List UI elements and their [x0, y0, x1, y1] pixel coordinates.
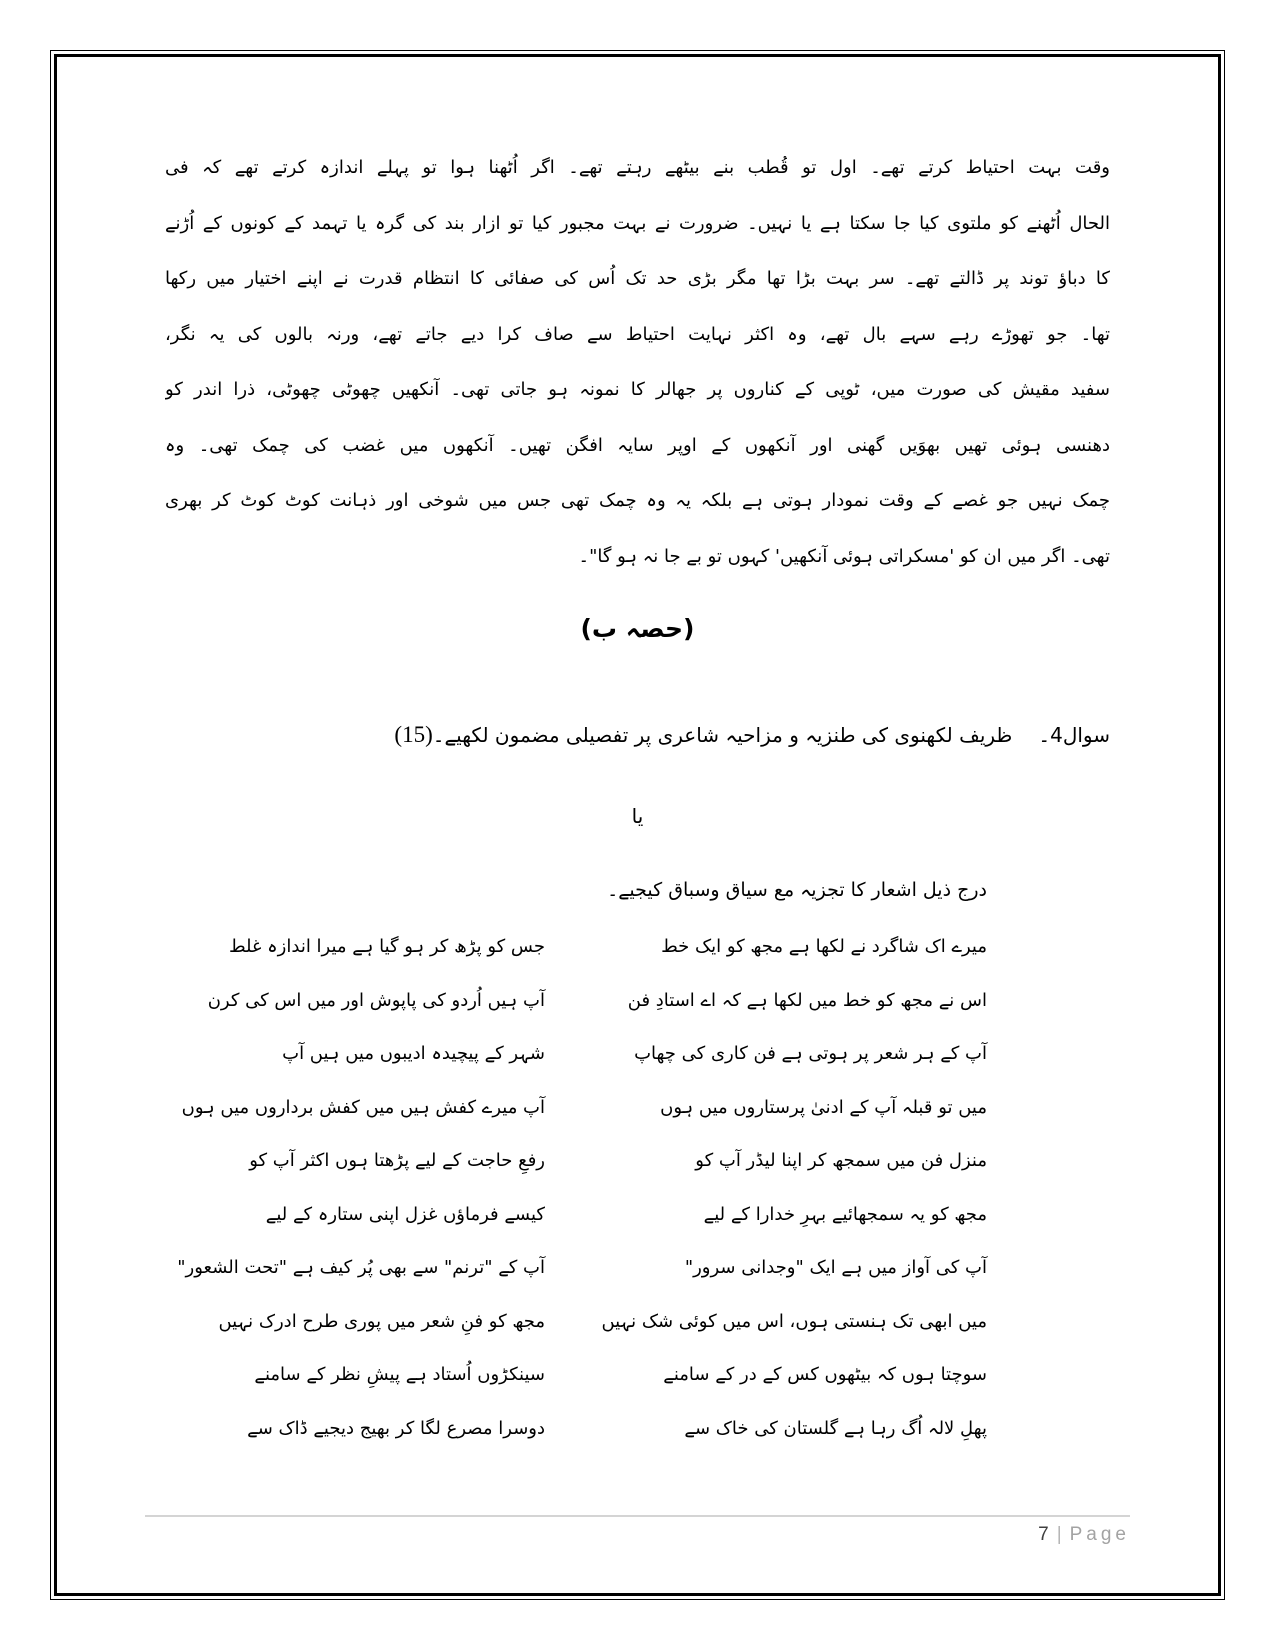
hemistich-first: اس نے مجھ کو خط میں لکھا ہے کہ اے استادِ فن	[627, 989, 987, 1011]
passage-line: چمک نہیں جو غصے کے وقت نمودار ہوتی ہے بلکہ یہ وہ چمک تھی جس میں شوخی اور ذہانت کوٹ کوٹ کر بھری	[165, 490, 1110, 511]
passage-line: تھا۔ جو تھوڑے رہے سہے بال تھے، وہ اکثر نہایت احتیاط سے صاف کرا دیے جاتے تھے، ورنہ بالوں کی یہ نگر،	[165, 323, 1110, 345]
hemistich-first: میرے اک شاگرد نے لکھا ہے مجھ کو ایک خط	[661, 936, 987, 958]
page-footer	[145, 1515, 1130, 1546]
page-number-separator: |	[1056, 1524, 1066, 1545]
passage-line: تھی۔ اگر میں ان کو 'مسکراتی ہوئی آنکھیں' کہوں تو بے جا نہ ہو گا"۔	[578, 545, 1110, 567]
question-row	[165, 710, 1110, 760]
hemistich-second: شہر کے پیچیدہ ادیبوں میں ہیں آپ	[282, 1043, 545, 1065]
instruction-line: درج ذیل اشعار کا تجزیہ مع سیاق وسباق کیجیے۔	[607, 879, 987, 901]
footer-divider	[145, 1515, 1130, 1517]
passage-line: الحال اُٹھنے کو ملتوی کیا جا سکتا ہے یا نہیں۔ ضرورت نے بہت مجبور کیا تو ازار بند کی گرہ یا تہمد کے کونوں کے اُڑنے	[165, 212, 1110, 234]
couplet-row	[215, 1348, 987, 1402]
hemistich-first: مجھ کو یہ سمجھائیے بہرِ خدارا کے لیے	[703, 1203, 987, 1225]
hemistich-first: پھلِ لالہ اُگ رہا ہے گلستان کی خاک سے	[684, 1417, 987, 1439]
question-number: سوال4۔	[1038, 723, 1110, 747]
footer-text	[145, 1524, 1130, 1546]
couplet-row	[215, 1134, 987, 1188]
hemistich-first: میں ابھی تک ہنستی ہوں، اس میں کوئی شک نہیں	[601, 1310, 987, 1332]
page-content	[165, 140, 1110, 1455]
couplet-row	[215, 1027, 987, 1081]
couplets-block	[177, 920, 987, 1455]
hemistich-first: میں تو قبلہ آپ کے ادنیٰ پرستاروں میں ہوں	[660, 1096, 987, 1118]
hemistich-first: منزل فن میں سمجھ کر اپنا لیڈر آپ کو	[695, 1150, 987, 1172]
urdu-passage	[165, 140, 1110, 584]
couplet-row	[207, 974, 987, 1028]
hemistich-second: مجھ کو فنِ شعر میں پوری طرح ادرک نہیں	[218, 1310, 545, 1332]
passage-line: دھنسی ہوئی تھیں بھوَیں گھنی اور آنکھوں کے اوپر سایہ افگن تھیں۔ آنکھوں میں غضب کی چمک تھی۔ وہ	[165, 434, 1110, 456]
hemistich-second: سینکڑوں اُستاد ہے پیشِ نظر کے سامنے	[254, 1364, 545, 1386]
couplet-row	[215, 920, 987, 974]
couplet-row	[215, 1188, 987, 1242]
hemistich-first: آپ کے ہر شعر پر ہوتی ہے فن کاری کی چھاپ	[634, 1043, 987, 1065]
hemistich-second: کیسے فرماؤں غزل اپنی ستارہ کے لیے	[265, 1203, 545, 1225]
hemistich-first: آپ کی آواز میں ہے ایک "وجدانی سرور"	[684, 1257, 987, 1279]
page-label: Page	[1069, 1524, 1130, 1545]
couplet-row	[181, 1081, 987, 1135]
passage-line: سفید مقیش کی صورت میں، ٹوپی کے کناروں پر جھالر کا نمونہ ہو جاتی تھی۔ آنکھیں چھوٹی چھوٹی، ذرا اندر کو	[165, 379, 1110, 400]
hemistich-second: رفعِ حاجت کے لیے پڑھتا ہوں اکثر آپ کو	[249, 1150, 545, 1172]
hemistich-second: آپ کے "ترنم" سے بھی پُر کیف ہے "تحت الشعور"	[177, 1257, 545, 1279]
hemistich-second: جس کو پڑھ کر ہو گیا ہے میرا اندازہ غلط	[228, 936, 545, 958]
hemistich-second: آپ ہیں اُردو کی پاپوش اور میں اس کی کرن	[207, 989, 545, 1011]
couplet-row	[215, 1402, 987, 1456]
passage-line: وقت بہت احتیاط کرتے تھے۔ اول تو قُطب بنے بیٹھے رہتے تھے۔ اگر اُٹھنا ہوا تو پہلے اندازہ کرتے تھے کہ فی	[165, 157, 1110, 178]
couplet-row	[177, 1241, 987, 1295]
question-marks: (15)	[394, 722, 433, 747]
passage-line: کا دباؤ توند پر ڈالتے تھے۔ سر بہت بڑا تھا مگر بڑی حد تک اُس کی صفائی کا انتظام قدرت نے اپنے اختیار میں رکھا	[165, 268, 1110, 289]
hemistich-second: آپ میرے کفش ہیں میں کفش برداروں میں ہوں	[181, 1096, 545, 1118]
couplet-row	[215, 1295, 987, 1349]
or-divider: یا	[631, 804, 644, 828]
hemistich-first: سوچتا ہوں کہ بیٹھوں کس کے در کے سامنے	[663, 1364, 987, 1386]
section-heading: (حصہ ب)	[580, 614, 695, 643]
question-text: ظریف لکھنوی کی طنزیہ و مزاحیہ شاعری پر تفصیلی مضمون لکھیے۔	[432, 723, 1013, 747]
page-number: 7	[1038, 1524, 1053, 1545]
hemistich-second: دوسرا مصرع لگا کر بھیج دیجیے ڈاک سے	[247, 1417, 545, 1439]
